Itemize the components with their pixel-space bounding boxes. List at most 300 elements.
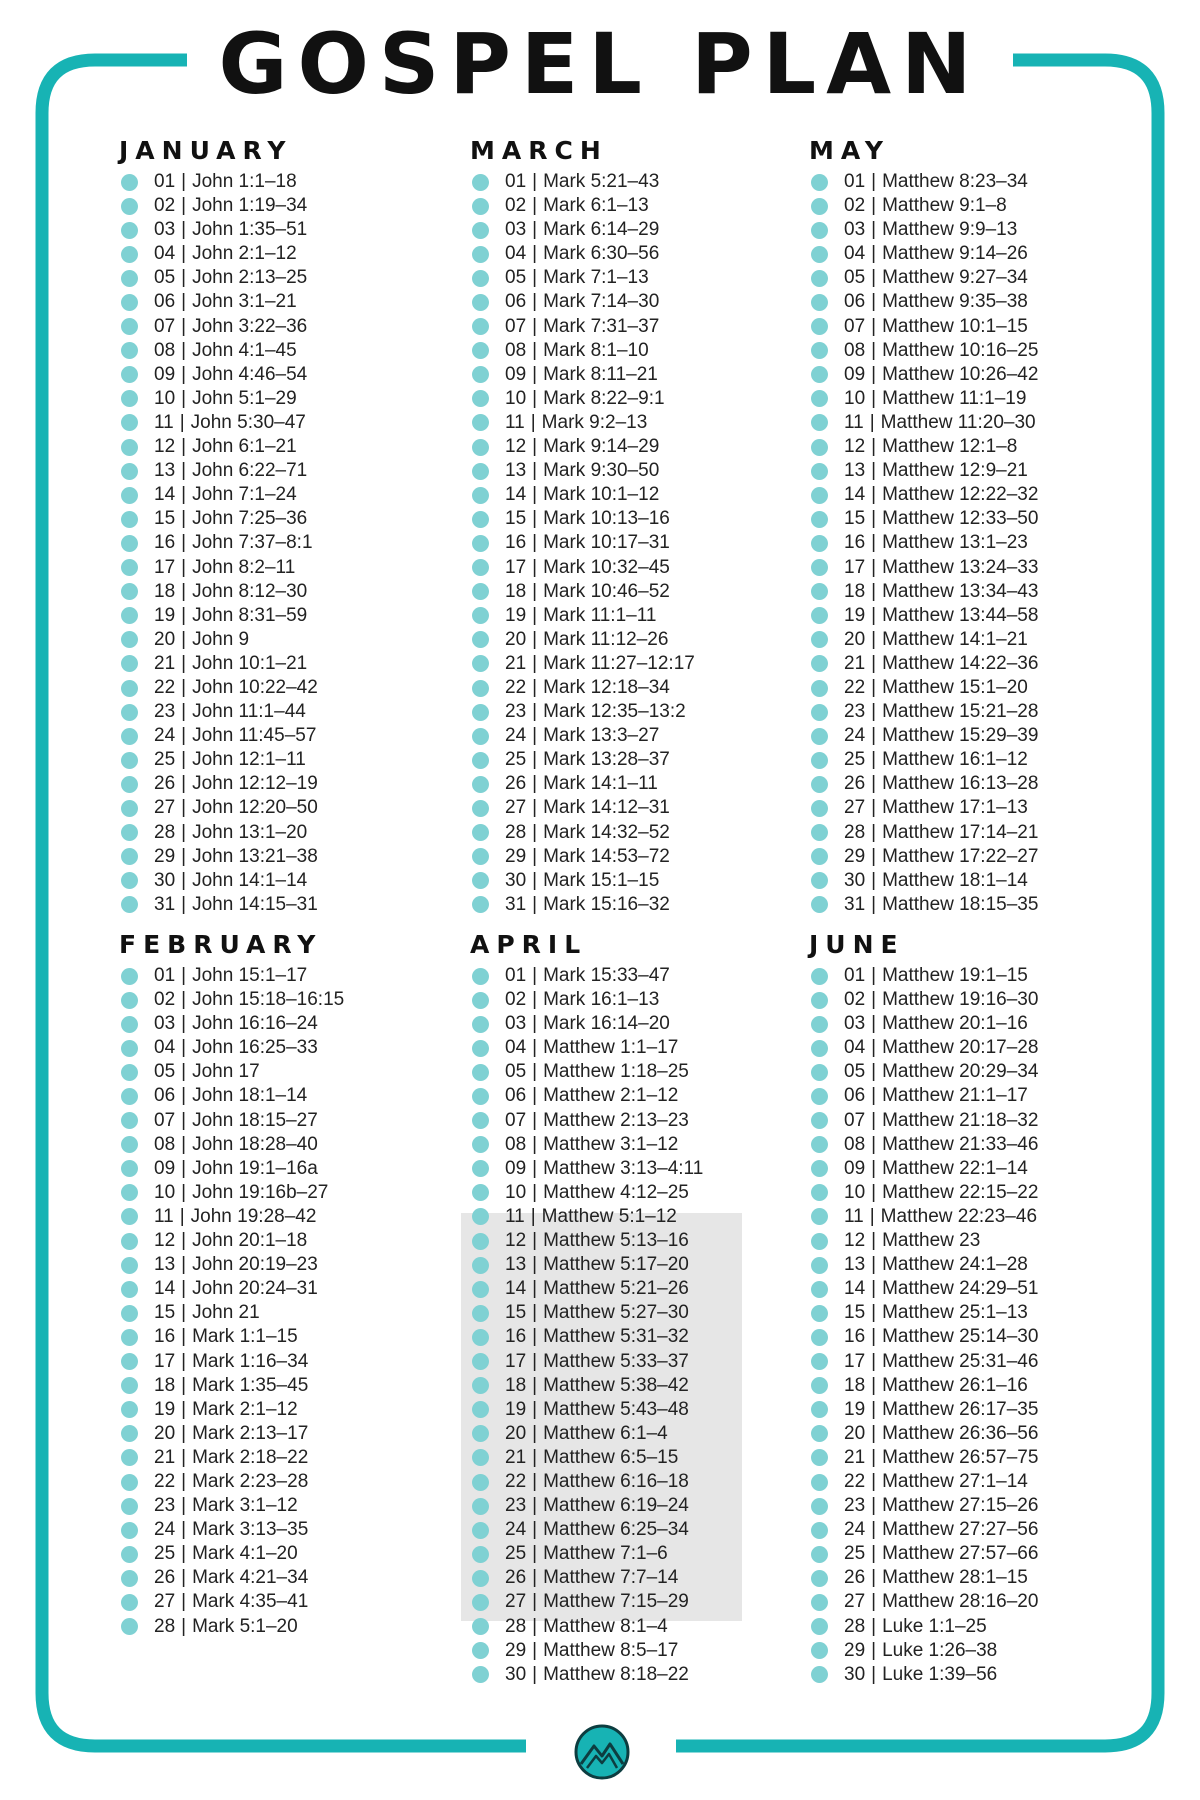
- reading-item: [119, 483, 318, 507]
- reading-day: 10: [844, 387, 866, 409]
- reading-day: 06: [844, 291, 866, 313]
- reading-day: 27: [844, 797, 866, 819]
- reading-passage: Matthew 25:1–13: [882, 1302, 1028, 1324]
- reading-passage: Matthew 27:27–56: [882, 1519, 1039, 1541]
- reading-passage: Mark 9:2–13: [541, 411, 648, 433]
- reading-day: 11: [844, 411, 864, 433]
- reading-passage: Matthew 16:1–12: [882, 749, 1028, 771]
- bullet-dot-icon: [472, 680, 489, 697]
- reading-passage: Matthew 12:1–8: [882, 436, 1018, 458]
- reading-day: 20: [505, 628, 527, 650]
- reading-item: [809, 628, 1038, 652]
- reading-passage: John 1:35–51: [192, 219, 308, 241]
- separator: |: [871, 1495, 877, 1517]
- reading-item: [119, 893, 318, 917]
- reading-item: [809, 1109, 1038, 1133]
- bullet-dot-icon: [811, 1281, 828, 1298]
- separator: |: [532, 893, 538, 915]
- reading-day: 16: [844, 1326, 866, 1348]
- reading-item: [470, 1639, 703, 1663]
- reading-day: 07: [844, 1109, 866, 1131]
- reading-item: [470, 628, 695, 652]
- reading-day: 18: [505, 1374, 527, 1396]
- reading-item: [470, 483, 695, 507]
- reading-day: 22: [505, 676, 527, 698]
- reading-passage: Matthew 19:1–15: [882, 965, 1028, 986]
- separator: |: [871, 1326, 877, 1348]
- separator: |: [871, 1422, 877, 1444]
- separator: |: [871, 387, 877, 409]
- mountain-logo-icon: [574, 1724, 630, 1780]
- separator: |: [871, 1085, 877, 1107]
- reading-day: 18: [154, 1374, 176, 1396]
- bullet-dot-icon: [811, 1522, 828, 1539]
- separator: |: [532, 821, 538, 843]
- reading-passage: Matthew 13:1–23: [882, 532, 1028, 554]
- reading-passage: Mark 9:14–29: [543, 436, 660, 458]
- reading-day: 15: [505, 508, 527, 530]
- reading-item: [809, 266, 1038, 290]
- reading-item: [809, 964, 1038, 988]
- bullet-dot-icon: [811, 198, 828, 215]
- reading-day: 11: [154, 411, 174, 433]
- bullet-dot-icon: [472, 1449, 489, 1466]
- reading-passage: Matthew 15:1–20: [882, 676, 1028, 698]
- reading-day: 18: [505, 580, 527, 602]
- reading-day: 01: [154, 965, 176, 986]
- reading-passage: Mark 15:16–32: [543, 893, 670, 915]
- reading-item: [470, 266, 695, 290]
- reading-item: [119, 1422, 344, 1446]
- bullet-dot-icon: [121, 824, 138, 841]
- bullet-dot-icon: [811, 1401, 828, 1418]
- reading-passage: Matthew 22:23–46: [880, 1205, 1038, 1227]
- reading-day: 03: [154, 219, 176, 241]
- reading-day: 02: [844, 989, 866, 1011]
- bullet-dot-icon: [811, 1184, 828, 1201]
- reading-day: 03: [844, 219, 866, 241]
- separator: |: [871, 845, 877, 867]
- separator: |: [871, 773, 877, 795]
- bullet-dot-icon: [472, 463, 489, 480]
- reading-passage: Matthew 24:29–51: [882, 1278, 1039, 1300]
- reading-passage: Mark 5:21–43: [543, 171, 660, 192]
- bullet-dot-icon: [121, 1474, 138, 1491]
- reading-day: 16: [505, 1326, 527, 1348]
- reading-day: 15: [154, 508, 176, 530]
- separator: |: [532, 1350, 538, 1372]
- reading-passage: Matthew 7:1–6: [543, 1543, 668, 1565]
- reading-item: [809, 796, 1038, 820]
- reading-item: [470, 1012, 703, 1036]
- reading-item: [119, 796, 318, 820]
- reading-item: [470, 772, 695, 796]
- reading-item: [119, 1542, 344, 1566]
- reading-day: 12: [505, 436, 527, 458]
- separator: |: [532, 797, 538, 819]
- reading-passage: Matthew 7:15–29: [543, 1591, 689, 1613]
- reading-passage: Matthew 4:12–25: [543, 1181, 689, 1203]
- reading-day: 14: [154, 484, 176, 506]
- bullet-dot-icon: [811, 1546, 828, 1563]
- reading-day: 23: [844, 701, 866, 723]
- reading-item: [809, 170, 1038, 194]
- reading-passage: Mark 10:46–52: [543, 580, 670, 602]
- reading-day: 07: [154, 1109, 176, 1131]
- reading-passage: John 13:1–20: [192, 821, 308, 843]
- reading-day: 01: [844, 171, 866, 192]
- separator: |: [871, 1567, 877, 1589]
- reading-day: 08: [844, 339, 866, 361]
- bullet-dot-icon: [121, 1305, 138, 1322]
- separator: |: [532, 1326, 538, 1348]
- reading-passage: Mark 15:1–15: [543, 869, 660, 891]
- separator: |: [871, 556, 877, 578]
- bullet-dot-icon: [121, 655, 138, 672]
- reading-passage: John 11:1–44: [192, 701, 306, 723]
- reading-day: 24: [154, 1519, 176, 1541]
- bullet-dot-icon: [121, 1377, 138, 1394]
- reading-item: [470, 315, 695, 339]
- reading-item: [470, 893, 695, 917]
- month-name: FEBRUARY: [119, 930, 323, 959]
- bullet-dot-icon: [121, 174, 138, 191]
- reading-item: [809, 411, 1038, 435]
- bullet-dot-icon: [811, 1088, 828, 1105]
- bullet-dot-icon: [472, 342, 489, 359]
- bullet-dot-icon: [121, 487, 138, 504]
- separator: |: [181, 797, 187, 819]
- reading-passage: Matthew 2:13–23: [543, 1109, 689, 1131]
- reading-day: 24: [505, 1519, 527, 1541]
- separator: |: [179, 411, 185, 433]
- separator: |: [871, 965, 877, 986]
- reading-day: 11: [844, 1205, 864, 1227]
- reading-item: [809, 893, 1038, 917]
- reading-item: [470, 387, 695, 411]
- reading-passage: Mark 2:23–28: [192, 1470, 309, 1492]
- reading-passage: Luke 1:1–25: [882, 1615, 987, 1637]
- bullet-dot-icon: [472, 1064, 489, 1081]
- reading-item: [809, 1012, 1038, 1036]
- reading-day: 01: [505, 171, 527, 192]
- reading-day: 06: [154, 1085, 176, 1107]
- reading-day: 17: [844, 1350, 866, 1372]
- bullet-dot-icon: [811, 848, 828, 865]
- reading-item: [470, 1277, 703, 1301]
- reading-day: 30: [154, 869, 176, 891]
- reading-item: [470, 1036, 703, 1060]
- bullet-dot-icon: [811, 896, 828, 913]
- reading-day: 13: [505, 1254, 527, 1276]
- reading-passage: John 8:2–11: [192, 556, 296, 578]
- bullet-dot-icon: [472, 1257, 489, 1274]
- reading-list: [470, 964, 703, 1687]
- bullet-dot-icon: [472, 1570, 489, 1587]
- reading-item: [470, 1205, 703, 1229]
- separator: |: [181, 1230, 187, 1252]
- reading-passage: Matthew 12:33–50: [882, 508, 1039, 530]
- reading-day: 31: [505, 893, 527, 915]
- reading-day: 28: [844, 1615, 866, 1637]
- reading-item: [809, 507, 1038, 531]
- bullet-dot-icon: [472, 800, 489, 817]
- bullet-dot-icon: [811, 1257, 828, 1274]
- separator: |: [532, 1663, 538, 1685]
- reading-passage: Matthew 16:13–28: [882, 773, 1039, 795]
- reading-passage: John 15:1–17: [192, 965, 308, 986]
- reading-item: [470, 1181, 703, 1205]
- reading-day: 26: [844, 773, 866, 795]
- reading-day: 19: [154, 604, 176, 626]
- bullet-dot-icon: [121, 752, 138, 769]
- reading-item: [470, 604, 695, 628]
- reading-day: 27: [505, 797, 527, 819]
- separator: |: [532, 315, 538, 337]
- reading-item: [119, 1615, 344, 1639]
- reading-day: 15: [505, 1302, 527, 1324]
- reading-passage: John 10:22–42: [192, 676, 318, 698]
- bullet-dot-icon: [472, 896, 489, 913]
- reading-item: [119, 411, 318, 435]
- reading-day: 25: [844, 749, 866, 771]
- reading-passage: Matthew 21:18–32: [882, 1109, 1039, 1131]
- reading-passage: Matthew 27:15–26: [882, 1495, 1039, 1517]
- bullet-dot-icon: [121, 1522, 138, 1539]
- bullet-dot-icon: [472, 246, 489, 263]
- reading-day: 01: [154, 171, 176, 192]
- separator: |: [181, 604, 187, 626]
- separator: |: [532, 773, 538, 795]
- reading-day: 19: [505, 604, 527, 626]
- reading-item: [470, 821, 695, 845]
- reading-passage: Mark 2:18–22: [192, 1446, 309, 1468]
- reading-day: 04: [505, 1037, 527, 1059]
- reading-item: [119, 531, 318, 555]
- reading-day: 23: [154, 1495, 176, 1517]
- reading-day: 09: [154, 363, 176, 385]
- separator: |: [532, 556, 538, 578]
- reading-item: [809, 700, 1038, 724]
- reading-day: 12: [154, 1230, 176, 1252]
- reading-day: 03: [505, 1013, 527, 1035]
- separator: |: [532, 339, 538, 361]
- bullet-dot-icon: [472, 318, 489, 335]
- reading-day: 14: [154, 1278, 176, 1300]
- bullet-dot-icon: [121, 246, 138, 263]
- reading-passage: Matthew 6:5–15: [543, 1446, 679, 1468]
- reading-passage: Matthew 8:5–17: [543, 1639, 679, 1661]
- reading-item: [809, 1470, 1038, 1494]
- reading-passage: Matthew 22:15–22: [882, 1181, 1039, 1203]
- reading-day: 29: [505, 1639, 527, 1661]
- reading-day: 28: [154, 821, 176, 843]
- reading-passage: Matthew 11:20–30: [880, 411, 1036, 433]
- separator: |: [871, 267, 877, 289]
- month-name: JUNE: [809, 930, 905, 959]
- reading-passage: Matthew 13:44–58: [882, 604, 1039, 626]
- bullet-dot-icon: [472, 174, 489, 191]
- separator: |: [181, 556, 187, 578]
- reading-item: [470, 748, 695, 772]
- reading-day: 11: [154, 1205, 174, 1227]
- reading-item: [470, 580, 695, 604]
- reading-item: [119, 845, 318, 869]
- bullet-dot-icon: [472, 535, 489, 552]
- reading-passage: Matthew 24:1–28: [882, 1254, 1028, 1276]
- bullet-dot-icon: [121, 1618, 138, 1635]
- reading-passage: Matthew 8:23–34: [882, 171, 1028, 192]
- reading-passage: Mark 10:1–12: [543, 484, 660, 506]
- bullet-dot-icon: [121, 848, 138, 865]
- separator: |: [871, 580, 877, 602]
- separator: |: [181, 845, 187, 867]
- month-name: APRIL: [470, 930, 588, 959]
- reading-list: [809, 964, 1038, 1687]
- reading-item: [119, 1060, 344, 1084]
- separator: |: [181, 1422, 187, 1444]
- reading-day: 03: [844, 1013, 866, 1035]
- separator: |: [871, 460, 877, 482]
- reading-item: [470, 1253, 703, 1277]
- separator: |: [871, 1615, 877, 1637]
- reading-day: 26: [844, 1567, 866, 1589]
- reading-item: [119, 1518, 344, 1542]
- reading-passage: Matthew 5:31–32: [543, 1326, 689, 1348]
- reading-item: [119, 1181, 344, 1205]
- separator: |: [871, 893, 877, 915]
- bullet-dot-icon: [121, 1449, 138, 1466]
- bullet-dot-icon: [121, 896, 138, 913]
- bullet-dot-icon: [472, 1401, 489, 1418]
- separator: |: [532, 1374, 538, 1396]
- reading-passage: John 18:28–40: [192, 1133, 318, 1155]
- bullet-dot-icon: [472, 1618, 489, 1635]
- reading-day: 22: [154, 1470, 176, 1492]
- bullet-dot-icon: [472, 1208, 489, 1225]
- separator: |: [181, 1133, 187, 1155]
- reading-item: [119, 170, 318, 194]
- reading-item: [119, 1133, 344, 1157]
- reading-passage: John 11:45–57: [192, 725, 317, 747]
- reading-passage: Matthew 6:25–34: [543, 1519, 689, 1541]
- bullet-dot-icon: [811, 1377, 828, 1394]
- reading-item: [809, 1518, 1038, 1542]
- separator: |: [532, 869, 538, 891]
- reading-passage: Matthew 14:1–21: [882, 628, 1028, 650]
- bullet-dot-icon: [472, 1136, 489, 1153]
- separator: |: [871, 1350, 877, 1372]
- reading-day: 20: [154, 628, 176, 650]
- reading-item: [470, 411, 695, 435]
- reading-item: [809, 869, 1038, 893]
- reading-passage: John 3:1–21: [192, 291, 297, 313]
- bullet-dot-icon: [811, 824, 828, 841]
- month-june: [809, 926, 1038, 1687]
- reading-passage: Mark 8:22–9:1: [543, 387, 665, 409]
- separator: |: [181, 532, 187, 554]
- bullet-dot-icon: [811, 1208, 828, 1225]
- reading-item: [470, 1157, 703, 1181]
- bullet-dot-icon: [811, 704, 828, 721]
- bullet-dot-icon: [472, 366, 489, 383]
- reading-item: [119, 1446, 344, 1470]
- separator: |: [871, 171, 877, 192]
- separator: |: [181, 701, 187, 723]
- reading-item: [809, 1325, 1038, 1349]
- reading-item: [470, 724, 695, 748]
- reading-day: 05: [154, 267, 176, 289]
- reading-passage: John 9: [192, 628, 250, 650]
- reading-passage: Matthew 21:33–46: [882, 1133, 1039, 1155]
- reading-day: 14: [505, 1278, 527, 1300]
- separator: |: [181, 580, 187, 602]
- reading-day: 13: [154, 1254, 176, 1276]
- reading-item: [809, 556, 1038, 580]
- bullet-dot-icon: [811, 607, 828, 624]
- reading-item: [119, 242, 318, 266]
- separator: |: [871, 484, 877, 506]
- reading-passage: Matthew 26:36–56: [882, 1422, 1039, 1444]
- reading-day: 04: [844, 243, 866, 265]
- reading-passage: Matthew 28:1–15: [882, 1567, 1028, 1589]
- reading-day: 14: [505, 484, 527, 506]
- bullet-dot-icon: [811, 342, 828, 359]
- separator: |: [181, 893, 187, 915]
- bullet-dot-icon: [811, 968, 828, 985]
- reading-passage: Matthew 1:18–25: [543, 1061, 689, 1083]
- reading-item: [809, 1615, 1038, 1639]
- bullet-dot-icon: [811, 270, 828, 287]
- reading-item: [809, 1494, 1038, 1518]
- reading-item: [119, 1036, 344, 1060]
- reading-passage: Matthew 20:1–16: [882, 1013, 1028, 1035]
- reading-day: 23: [154, 701, 176, 723]
- reading-passage: Matthew 6:1–4: [543, 1422, 668, 1444]
- reading-item: [809, 459, 1038, 483]
- separator: |: [532, 484, 538, 506]
- bullet-dot-icon: [121, 1353, 138, 1370]
- reading-day: 04: [505, 243, 527, 265]
- reading-day: 13: [844, 460, 866, 482]
- separator: |: [871, 628, 877, 650]
- separator: |: [181, 387, 187, 409]
- reading-item: [119, 604, 318, 628]
- bullet-dot-icon: [121, 1570, 138, 1587]
- reading-passage: Mark 4:21–34: [192, 1567, 309, 1589]
- bullet-dot-icon: [811, 1498, 828, 1515]
- reading-passage: John 20:19–23: [192, 1254, 318, 1276]
- month-february: [119, 926, 344, 1639]
- reading-item: [809, 1590, 1038, 1614]
- reading-passage: Matthew 10:26–42: [882, 363, 1039, 385]
- reading-day: 13: [154, 460, 176, 482]
- bullet-dot-icon: [472, 1498, 489, 1515]
- bullet-dot-icon: [472, 1016, 489, 1033]
- bullet-dot-icon: [472, 776, 489, 793]
- reading-item: [470, 531, 695, 555]
- bullet-dot-icon: [121, 270, 138, 287]
- reading-day: 20: [844, 628, 866, 650]
- separator: |: [532, 1230, 538, 1252]
- separator: |: [871, 1037, 877, 1059]
- reading-item: [119, 1325, 344, 1349]
- reading-item: [809, 580, 1038, 604]
- separator: |: [871, 1061, 877, 1083]
- bullet-dot-icon: [121, 1112, 138, 1129]
- reading-passage: Mark 6:1–13: [543, 195, 649, 217]
- reading-day: 30: [505, 869, 527, 891]
